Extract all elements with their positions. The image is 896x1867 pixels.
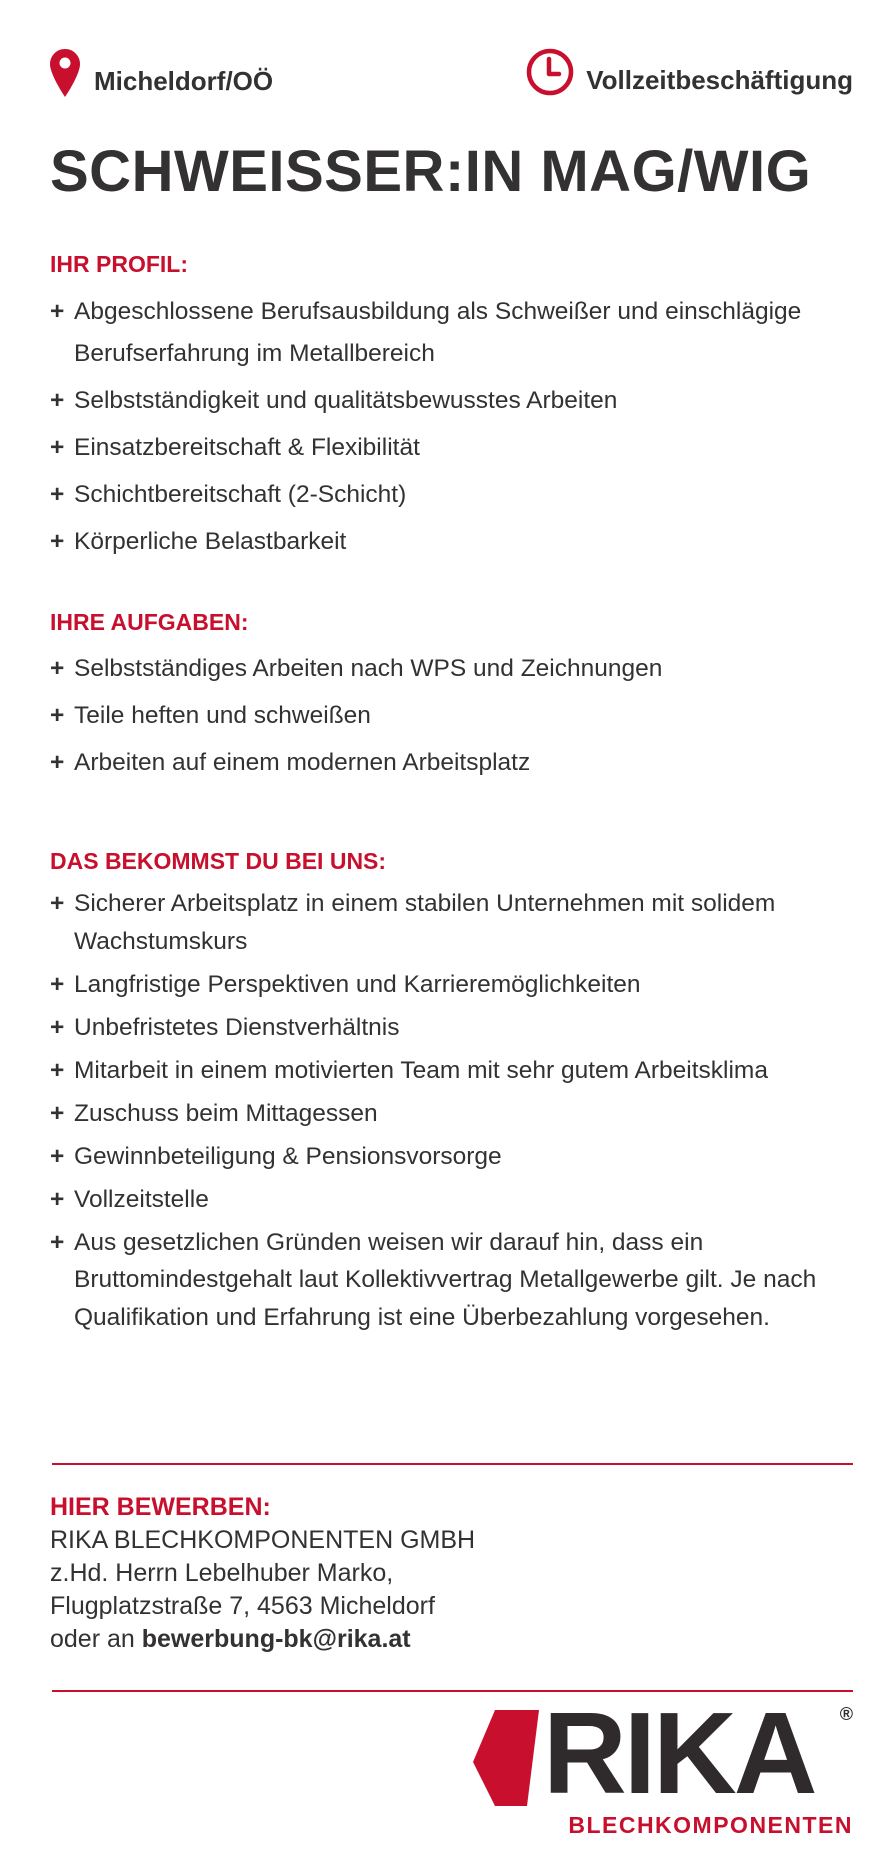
list-item: + Selbstständigkeit und qualitätsbewusstes Arbeiten (50, 380, 853, 422)
registered-mark: ® (839, 1704, 853, 1724)
list-item: + Selbstständiges Arbeiten nach WPS und Zeichnungen (50, 648, 853, 690)
list-item: + Abgeschlossene Berufsausbildung als Schweißer und einschlägige Berufserfahrung im Metallbereich (50, 291, 853, 375)
contact-person: z.Hd. Herrn Lebelhuber Marko, (50, 1559, 394, 1587)
apply-section (50, 1490, 853, 1656)
list-item: + Gewinnbeteiligung & Pensionsvorsorge (50, 1138, 853, 1176)
clock-icon (526, 48, 574, 96)
profil-heading: IHR PROFIL: (50, 251, 188, 277)
list-item: + Unbefristetes Dienstverhältnis (50, 1009, 853, 1047)
divider (52, 1463, 853, 1465)
list-item: + Zuschuss beim Mittagessen (50, 1095, 853, 1133)
location-text: Micheldorf/OÖ (94, 66, 274, 96)
apply-heading: HIER BEWERBEN: (50, 1493, 271, 1521)
list-item: + Körperliche Belastbarkeit (50, 521, 853, 563)
logo-wordmark: RIKA (543, 1688, 815, 1818)
list-item: + Langfristige Perspektiven und Karrieremöglichkeiten (50, 966, 853, 1004)
job-posting (50, 0, 853, 1867)
rika-logo (473, 1688, 853, 1840)
aufgaben-heading: IHRE AUFGABEN: (50, 609, 249, 635)
list-item: + Teile heften und schweißen (50, 695, 853, 737)
company-name: RIKA BLECHKOMPONENTEN GMBH (50, 1526, 476, 1554)
postal-address: Flugplatzstraße 7, 4563 Micheldorf (50, 1592, 435, 1620)
list-item: + Vollzeitstelle (50, 1181, 853, 1219)
list-item: + Arbeiten auf einem modernen Arbeitsplatz (50, 742, 853, 784)
employment-text: Vollzeitbeschäftigung (586, 64, 853, 95)
list-item: + Sicherer Arbeitsplatz in einem stabilen Unternehmen mit solidem Wachstumskurs (50, 885, 853, 960)
email-prefix: oder an (50, 1625, 135, 1653)
list-item: + Aus gesetzlichen Gründen weisen wir darauf hin, dass ein Bruttomindestgehalt laut Kollektivvertrag Metallgewerbe gilt. Je nach Qualifikation und Erfahrung ist eine Überbezahlung vorgesehen. (50, 1224, 853, 1337)
list-item: + Schichtbereitschaft (2-Schicht) (50, 474, 853, 516)
list-item: + Einsatzbereitschaft & Flexibilität (50, 427, 853, 469)
job-meta-bar (50, 48, 853, 104)
email-line (50, 1623, 853, 1656)
list-item: + Mitarbeit in einem motivierten Team mit sehr gutem Arbeitsklima (50, 1052, 853, 1090)
location-info (50, 48, 273, 97)
benefits-list (50, 885, 853, 1342)
job-title: SCHWEISSER:IN MAG/WIG (50, 139, 812, 204)
employment-info (526, 48, 853, 96)
benefits-heading: DAS BEKOMMST DU BEI UNS: (50, 848, 387, 874)
email-link[interactable]: bewerbung-bk@rika.at (141, 1625, 411, 1653)
location-pin-icon (50, 49, 80, 97)
profil-list (50, 291, 853, 568)
logo-mark-icon (473, 1710, 539, 1806)
logo-subline: BLECHKOMPONENTEN (568, 1812, 853, 1838)
aufgaben-list (50, 648, 853, 789)
